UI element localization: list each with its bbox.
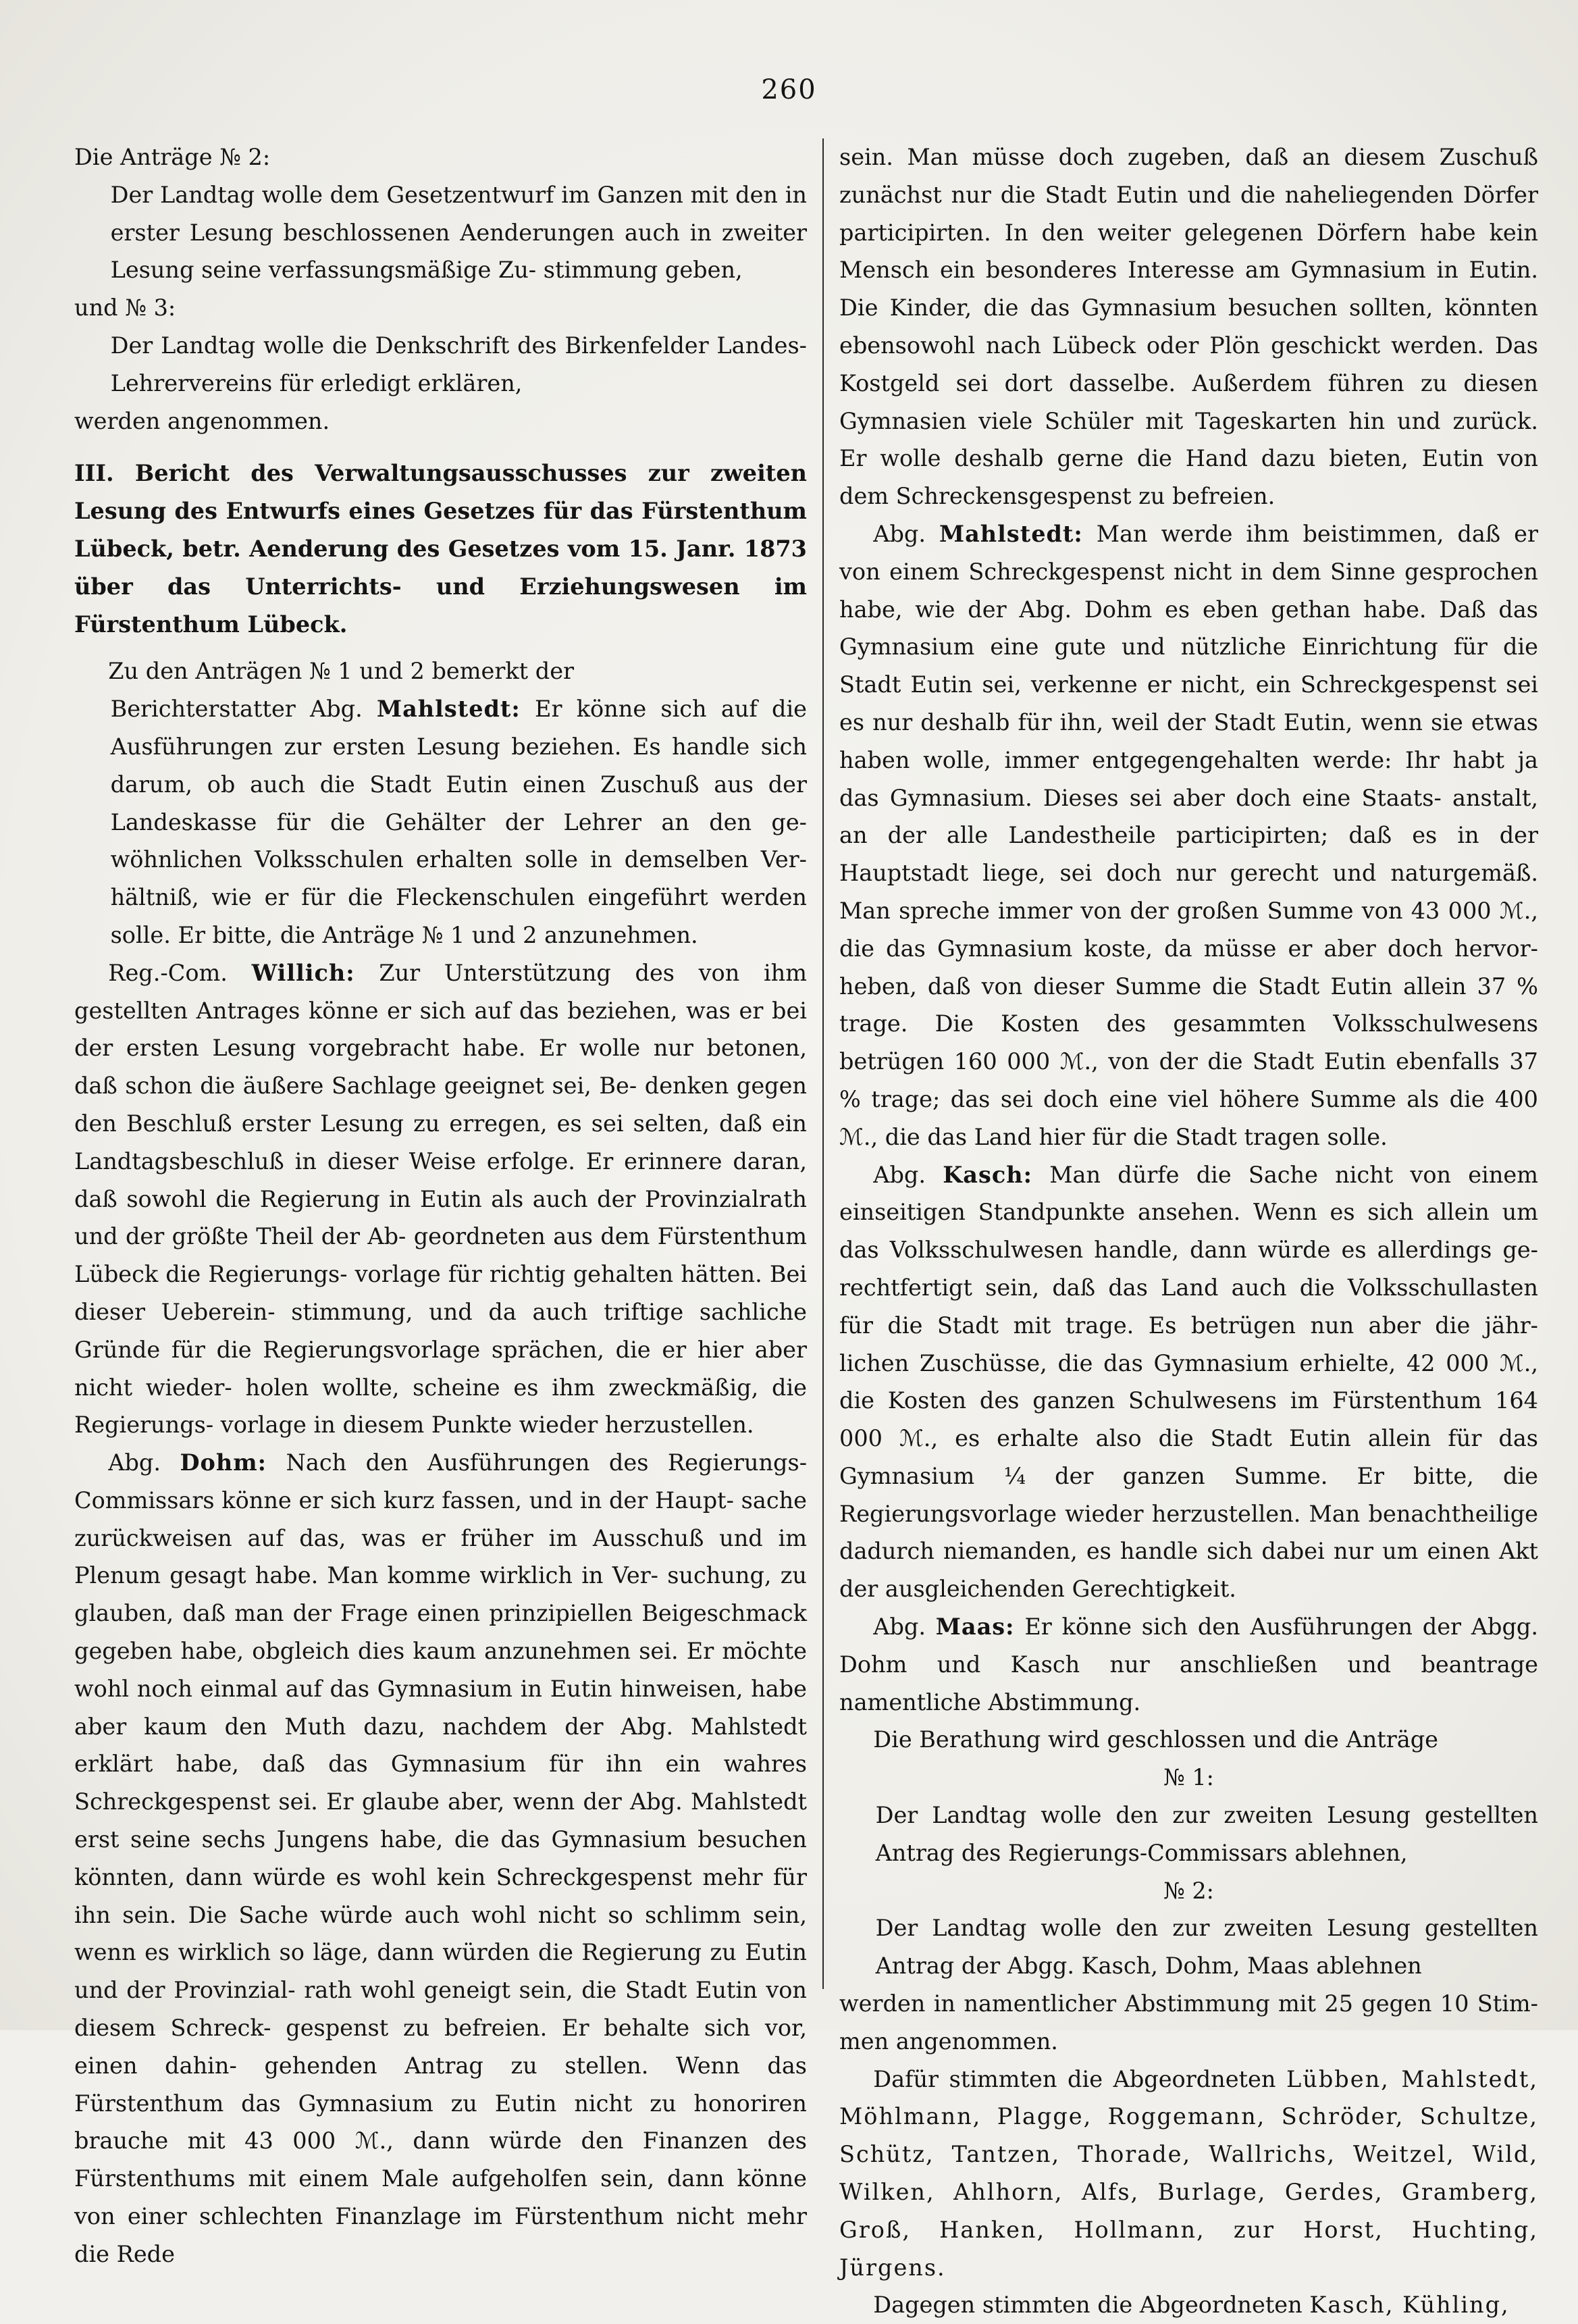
debate-closed: Die Berathung wird geschlossen und die Anträge xyxy=(873,1726,1438,1753)
speaker-title: Reg.-Com. xyxy=(108,959,228,986)
votes-for-intro: Dafür stimmten die Abgeordneten xyxy=(873,2065,1276,2092)
speaker-maas: Maas: xyxy=(935,1613,1015,1641)
speaker-dohm: Dohm: xyxy=(180,1449,267,1476)
motion-2-text: Der Landtag wolle dem Gesetzentwurf im Ganzen mit den in erster Lesung beschlossenen Aenderungen auch in zweiter Lesung seine verfassungsmäßige Zu- stimmung geben, xyxy=(110,181,807,284)
speech-text: Er könne sich auf die Ausführungen zur ersten Lesung beziehen. Es handle sich darum, ob auch die Stadt Eutin einen Zuschuß aus der Landeskasse für die Gehälter der Lehrer an den ge- wöhnlichen Volksschulen erhalten solle in demselben Ver- hältniß, wie er für die Fleckenschulen eingeführt werden solle. Er bitte, die Anträge № 1 und 2 anzunehmen. xyxy=(110,696,807,948)
column-divider xyxy=(822,138,824,1989)
speech-text: Zur Unterstützung des von ihm gestellten Antrages könne er sich auf das beziehen, was er bei der ersten Lesung vorgebracht habe. Er wolle nur betonen, daß schon die äußere Sachlage geeignet sei, Be- denken gegen den Beschluß erster Lesung zu erregen, es sei selten, daß ein Landtagsbeschluß in dieser Weise erfolge. Er erinnere daran, daß sowohl die Regierung in Eutin als auch der Provinzialrath und der größte Theil der Ab- geordneten aus dem Fürstenthum Lübeck die Regierungs- vorlage für richtig gehalten hätten. Bei dieser Ueberein- stimmung, und da auch triftige sachliche Gründe für die Regierungsvorlage sprächen, die er hier aber nicht wieder- holen wollte, scheine es ihm zweckmäßig, die Regierungs- vorlage in diesem Punkte wieder herzustellen. xyxy=(74,959,807,1439)
accepted-line: werden angenommen. xyxy=(74,407,330,434)
speaker-title: Berichterstatter Abg. xyxy=(110,696,363,723)
left-column xyxy=(74,138,807,2273)
votes-for xyxy=(839,2061,1538,2287)
speech-dohm xyxy=(74,1444,807,2273)
speaker-title: Abg. xyxy=(108,1449,161,1476)
motion-2-intro: Die Anträge № 2: xyxy=(74,144,271,170)
speech-kasch xyxy=(839,1156,1538,1609)
speech-mahlstedt-1 xyxy=(74,690,807,954)
right-column xyxy=(839,138,1538,2324)
votes-against-intro: Dagegen stimmten die Abgeordneten xyxy=(873,2292,1303,2319)
votes-against xyxy=(839,2286,1538,2324)
votes-against-names: Kasch, Kühling, xyxy=(1309,2292,1510,2319)
motion-3-text: Der Landtag wolle die Denkschrift des Birkenfelder Landes-Lehrervereins für erledigt erklären, xyxy=(110,332,807,396)
speech-maas xyxy=(839,1608,1538,1721)
speech-mahlstedt-2 xyxy=(839,515,1538,1156)
speaker-mahlstedt: Mahlstedt: xyxy=(376,696,521,723)
speaker-title: Abg. xyxy=(873,1161,926,1188)
speaker-title: Abg. xyxy=(873,1613,926,1641)
motion-2-text-right: Der Landtag wolle den zur zweiten Lesung gestellten Antrag der Abgg. Kasch, Dohm, Maas ablehnen xyxy=(875,1915,1538,1980)
motion-1-label: № 1: xyxy=(1163,1764,1214,1791)
speech-text: Er könne sich den Ausführungen der Abgg. Dohm und Kasch nur anschließen und beantrage namentliche Abstimmung. xyxy=(839,1613,1539,1715)
speech-text: Nach den Ausführungen des Regierungs- Commissars könne er sich kurz fassen, und in der Haupt- sache zurückweisen auf das, was er früher im Ausschuß und im Plenum gesagt habe. Man komme wirklich in Ver- suchung, zu glauben, daß man der Frage einen prinzipiellen Beigeschmack gegeben habe, obgleich dies kaum anzunehmen sei. Er möchte wohl noch einmal auf das Gymnasium in Eutin hinweisen, habe aber kaum den Muth dazu, nachdem der Abg. Mahlstedt erklärt habe, daß das Gymnasium für ihn ein wahres Schreckgespenst sei. Er glaube aber, wenn der Abg. Mahlstedt erst seine sechs Jungens habe, die das Gymnasium besuchen könnten, dann würde es wohl kein Schreckgespenst mehr für ihn sein. Die Sache würde auch wohl nicht so schlimm sein, wenn es wirklich so läge, dann würden die Regierung zu Eutin und der Provinzial- rath wohl geneigt sein, die Stadt Eutin von diesem Schreck- gespenst zu befreien. Er behalte sich vor, einen dahin- gehenden Antrag zu stellen. Wenn das Fürstenthum das Gymnasium zu Eutin nicht zu honoriren brauche mit 43 000 ℳ., dann würde den Finanzen des Fürstenthums mit einem Male aufgeholfen sein, dann könne von einer schlechten Finanzlage im Fürstenthum nicht mehr die Rede xyxy=(74,1449,808,2267)
vote-result: werden in namentlicher Abstimmung mit 25 gegen 10 Stim- men angenommen. xyxy=(839,1990,1538,2055)
speech-text: Man werde ihm beistimmen, daß er von einem Schreckgespenst nicht in dem Sinne gesprochen habe, wie der Abg. Dohm es eben gethan habe. Daß das Gymnasium eine gute und nützliche Einrichtung für die Stadt Eutin sei, verkenne er nicht, ein Schreckgespenst sei es nur deshalb für ihn, weil der Stadt Eutin, wenn sie etwas haben wolle, immer entgegengehalten werde: Ihr habt ja das Gymnasium. Dieses sei aber doch eine Staats- anstalt, an der alle Landestheile participirten; daß es in der Hauptstadt liege, sei doch nur gerecht und naturgemäß. Man spreche immer von der großen Summe von 43 000 ℳ., die das Gymnasium koste, da müsse er aber doch hervor- heben, daß von dieser Summe die Stadt Eutin allein 37 % trage. Die Kosten des gesammten Volksschulwesens betrügen 160 000 ℳ., von der die Stadt Eutin ebenfalls 37 % trage; das sei doch eine viel höhere Summe als die 400 ℳ., die das Land hier für die Stadt tragen solle. xyxy=(839,520,1538,1150)
speech-dohm-continued: sein. Man müsse doch zugeben, daß an diesem Zuschuß zunächst nur die Stadt Eutin und die naheliegenden Dörfer participirten. In den weiter gelegenen Dörfern habe kein Mensch ein besonderes Interesse am Gymnasium in Eutin. Die Kinder, die das Gymnasium besuchen sollten, könnten ebensowohl nach Lübeck oder Plön geschickt werden. Das Kostgeld sei dort dasselbe. Außerdem führen zu diesen Gymnasien viele Schüler mit Tageskarten hin und zurück. Er wolle deshalb gerne die Hand dazu bieten, Eutin von dem Schreckensgespenst zu befreien. xyxy=(839,144,1538,510)
speech-text: Man dürfe die Sache nicht von einem einseitigen Standpunkte ansehen. Wenn es sich allein um das Volksschulwesen handle, dann würde es allerdings ge- rechtfertigt sein, daß das Land auch die Volksschullasten für die Stadt mit trage. Es betrügen nun aber die jähr- lichen Zuschüsse, die das Gymnasium erhielte, 42 000 ℳ., die Kosten des ganzen Schulwesens im Fürstenthum 164 000 ℳ., es erhalte also die Stadt Eutin allein für das Gymnasium ¼ der ganzen Summe. Er bitte, die Regierungsvorlage wieder herzustellen. Man benachtheilige dadurch niemanden, es handle sich dabei nur um einen Akt der ausgleichenden Gerechtigkeit. xyxy=(839,1161,1538,1603)
speaker-title: Abg. xyxy=(873,520,926,547)
motion-2-label: № 2: xyxy=(1163,1877,1214,1904)
paragraph-intro: Zu den Anträgen № 1 und 2 bemerkt der xyxy=(108,658,575,685)
speaker-willich: Willich: xyxy=(251,959,355,986)
section-heading: III. Bericht des Verwaltungsausschusses zur zweiten Lesung des Entwurfs eines Gesetzes für das Fürstenthum Lübeck, betr. Aenderung des Gesetzes vom 15. Janr. 1873 über das Unterrichts- und Erziehungswesen im Fürstenthum Lübeck. xyxy=(74,460,807,638)
votes-for-names: Lübben, Mahlstedt, Möhlmann, Plagge, Roggemann, Schröder, Schultze, Schütz, Tantzen, Thorade, Wallrichs, Weitzel, Wild, Wilken, Ahlhorn, Alfs, Burlage, Gerdes, Gramberg, Groß, Hanken, Hollmann, zur Horst, Huchting, Jürgens. xyxy=(839,2065,1538,2281)
motion-3-intro: und № 3: xyxy=(74,294,176,321)
speaker-kasch: Kasch: xyxy=(943,1161,1032,1188)
speech-willich xyxy=(74,954,807,1444)
speaker-mahlstedt: Mahlstedt: xyxy=(939,520,1083,547)
motion-1-text: Der Landtag wolle den zur zweiten Lesung gestellten Antrag des Regierungs-Commissars ablehnen, xyxy=(875,1802,1538,1866)
page-number: 260 xyxy=(761,74,817,105)
